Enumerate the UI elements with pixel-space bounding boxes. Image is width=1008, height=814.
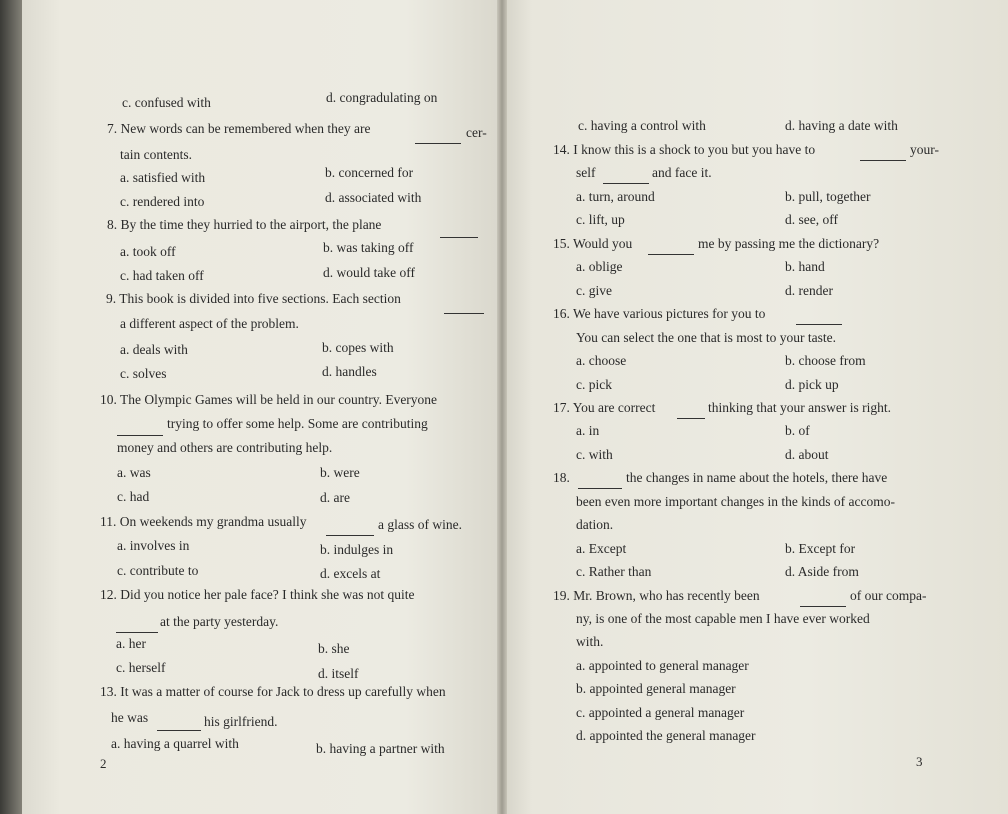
- q17-option-c: c. with: [576, 447, 613, 462]
- page-number-left: 2: [100, 756, 107, 771]
- q10-stem-cont: trying to offer some help. Some are contributing: [167, 416, 428, 431]
- answer-blank: [800, 594, 846, 607]
- q19-option-d: d. appointed the general manager: [576, 728, 756, 743]
- answer-blank: [648, 242, 694, 255]
- q9-option-d: d. handles: [322, 364, 377, 379]
- book-edge-shadow: [0, 0, 24, 814]
- q7-option-c: c. rendered into: [120, 194, 205, 209]
- q11-option-c: c. contribute to: [117, 563, 199, 578]
- q16-option-b: b. choose from: [785, 353, 866, 368]
- q8-stem: 8. By the time they hurried to the airport, the plane: [107, 217, 382, 232]
- answer-blank: [326, 523, 374, 536]
- q18-stem: 18.: [553, 470, 570, 485]
- q8-option-d: d. would take off: [323, 265, 415, 280]
- q16-option-d: d. pick up: [785, 377, 839, 392]
- q17-stem: 17. You are correct: [553, 400, 656, 415]
- q11-option-b: b. indulges in: [320, 542, 394, 557]
- q7-stem-cont: tain contents.: [120, 147, 192, 162]
- book-spine: [497, 0, 507, 814]
- q19-option-a: a. appointed to general manager: [576, 658, 749, 673]
- q13-option-a: a. having a quarrel with: [111, 736, 239, 751]
- q7-stem-end: cer-: [466, 125, 487, 140]
- q17-stem-end: thinking that your answer is right.: [708, 400, 891, 415]
- q19-stem-cont2: with.: [576, 634, 604, 649]
- q18-option-c: c. Rather than: [576, 564, 652, 579]
- q7-option-d: d. associated with: [325, 190, 422, 205]
- q9-stem-cont: a different aspect of the problem.: [120, 316, 299, 331]
- q14-option-a: a. turn, around: [576, 189, 655, 204]
- q9-option-c: c. solves: [120, 366, 167, 381]
- q9-stem: 9. This book is divided into five sections. Each section: [106, 291, 401, 306]
- q13-option-b: b. having a partner with: [316, 741, 445, 756]
- q16-stem-cont: You can select the one that is most to your taste.: [576, 330, 836, 345]
- answer-blank: [603, 171, 649, 184]
- q18-option-d: d. Aside from: [785, 564, 859, 579]
- q14-option-d: d. see, off: [785, 212, 838, 227]
- q14-option-b: b. pull, together: [785, 189, 871, 204]
- answer-blank: [117, 423, 163, 436]
- answer-blank: [415, 131, 461, 144]
- q19-stem-end: of our compa-: [850, 588, 927, 603]
- q12-option-a: a. her: [116, 636, 146, 651]
- q6-option-d: d. congradulating on: [326, 90, 438, 105]
- q10-stem: 10. The Olympic Games will be held in our country. Everyone: [100, 392, 438, 407]
- q18-stem-cont2: dation.: [576, 517, 614, 532]
- q8-option-b: b. was taking off: [323, 240, 414, 255]
- answer-blank: [444, 301, 484, 314]
- q15-option-d: d. render: [785, 283, 833, 298]
- q10-option-b: b. were: [320, 465, 360, 480]
- q17-option-a: a. in: [576, 423, 600, 438]
- q16-stem: 16. We have various pictures for you to: [553, 306, 766, 321]
- q11-stem: 11. On weekends my grandma usually: [100, 514, 307, 529]
- q13-option-d: d. having a date with: [785, 118, 898, 133]
- q7-option-a: a. satisfied with: [120, 170, 206, 185]
- answer-blank: [157, 718, 201, 731]
- q12-option-d: d. itself: [318, 666, 359, 681]
- q7-stem: 7. New words can be remembered when they are: [107, 121, 371, 136]
- q13-option-c: c. having a control with: [578, 118, 706, 133]
- q13-stem-cont: he was: [111, 710, 149, 725]
- q14-stem-cont-end: and face it.: [652, 165, 712, 180]
- q12-option-c: c. herself: [116, 660, 166, 675]
- answer-blank: [796, 312, 842, 325]
- q19-stem: 19. Mr. Brown, who has recently been: [553, 588, 760, 603]
- q10-stem-cont2: money and others are contributing help.: [117, 440, 333, 455]
- q16-option-a: a. choose: [576, 353, 627, 368]
- answer-blank: [440, 225, 478, 238]
- q8-option-a: a. took off: [120, 244, 176, 259]
- q6-option-c: c. confused with: [122, 95, 211, 110]
- q15-option-a: a. oblige: [576, 259, 623, 274]
- q9-option-a: a. deals with: [120, 342, 188, 357]
- q13-stem-end: his girlfriend.: [204, 714, 278, 729]
- q10-option-a: a. was: [117, 465, 151, 480]
- q10-option-c: c. had: [117, 489, 150, 504]
- q14-stem: 14. I know this is a shock to you but you have to: [553, 142, 816, 157]
- q14-stem-cont: self: [576, 165, 596, 180]
- q9-option-b: b. copes with: [322, 340, 394, 355]
- q18-stem-cont: been even more important changes in the kinds of accomo-: [576, 494, 896, 509]
- answer-blank: [116, 620, 158, 633]
- q10-option-d: d. are: [320, 490, 350, 505]
- q12-stem: 12. Did you notice her pale face? I think she was not quite: [100, 587, 415, 602]
- q7-option-b: b. concerned for: [325, 165, 414, 180]
- q8-option-c: c. had taken off: [120, 268, 204, 283]
- q19-stem-cont: ny, is one of the most capable men I have ever worked: [576, 611, 870, 626]
- q11-option-d: d. excels at: [320, 566, 381, 581]
- q18-option-a: a. Except: [576, 541, 627, 556]
- q16-option-c: c. pick: [576, 377, 612, 392]
- page-number-right: 3: [916, 754, 923, 769]
- q13-stem: 13. It was a matter of course for Jack to dress up carefully when: [100, 684, 446, 699]
- q15-option-c: c. give: [576, 283, 612, 298]
- q12-option-b: b. she: [318, 641, 350, 656]
- q11-stem-end: a glass of wine.: [378, 517, 462, 532]
- q17-option-b: b. of: [785, 423, 810, 438]
- q17-option-d: d. about: [785, 447, 829, 462]
- q15-stem-end: me by passing me the dictionary?: [698, 236, 880, 251]
- q19-option-c: c. appointed a general manager: [576, 705, 745, 720]
- q18-option-b: b. Except for: [785, 541, 856, 556]
- answer-blank: [860, 148, 906, 161]
- q15-stem: 15. Would you: [553, 236, 633, 251]
- q19-option-b: b. appointed general manager: [576, 681, 736, 696]
- answer-blank: [677, 406, 705, 419]
- q15-option-b: b. hand: [785, 259, 825, 274]
- q12-stem-cont: at the party yesterday.: [160, 614, 279, 629]
- q18-stem-end: the changes in name about the hotels, there have: [626, 470, 888, 485]
- q11-option-a: a. involves in: [117, 538, 190, 553]
- q14-option-c: c. lift, up: [576, 212, 625, 227]
- answer-blank: [578, 476, 622, 489]
- q14-stem-end: your-: [910, 142, 939, 157]
